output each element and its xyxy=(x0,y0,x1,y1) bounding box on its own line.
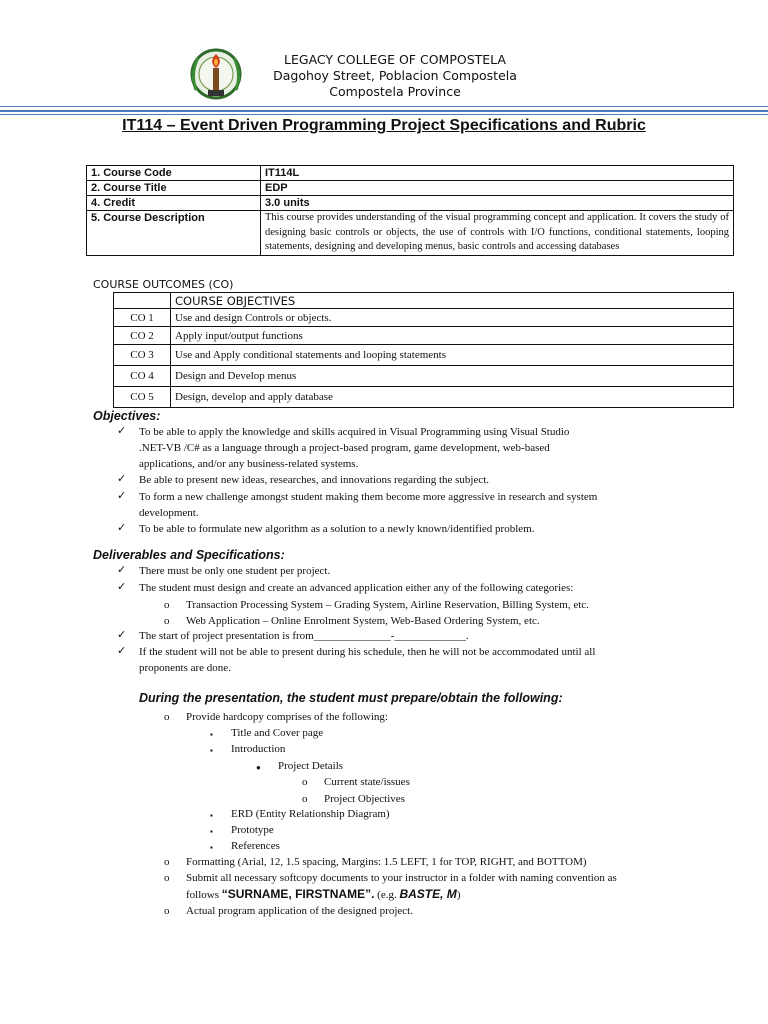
credit-label: 4. Credit xyxy=(87,196,261,211)
deliverable-item: The start of project presentation is from______________-_____________. xyxy=(139,630,469,642)
co-text: Design, develop and apply database xyxy=(171,387,734,408)
objective-line: .NET-VB /C# as a language through a project-based program, game development, web-based xyxy=(139,442,550,454)
table-row xyxy=(114,387,734,408)
naming-prefix: follows xyxy=(186,889,222,901)
dot-bullet-icon: ● xyxy=(256,763,261,772)
circle-bullet-icon: o xyxy=(164,711,170,723)
presentation-subitem: Title and Cover page xyxy=(231,727,324,739)
deliverable-subitem: Web Application – Online Enrolment System, Web-Based Ordering System, etc. xyxy=(186,615,540,627)
course-code-label: 1. Course Code xyxy=(87,166,261,181)
co-code: CO 4 xyxy=(114,366,171,387)
table-row xyxy=(87,181,734,196)
check-icon: ✓ xyxy=(117,580,127,593)
check-icon: ✓ xyxy=(117,644,127,657)
co-code: CO 5 xyxy=(114,387,171,408)
circle-bullet-icon: o xyxy=(164,615,170,627)
naming-close: ) xyxy=(456,889,461,901)
check-icon: ✓ xyxy=(117,521,127,534)
presentation-item: Provide hardcopy comprises of the following: xyxy=(186,711,388,723)
table-header-row xyxy=(114,293,734,309)
objective-line: To be able to formulate new algorithm as a solution to a newly known/identified problem. xyxy=(139,523,535,535)
college-street: Dagohoy Street, Poblacion Compostela xyxy=(273,68,517,83)
check-icon: ✓ xyxy=(117,563,127,576)
document-title: IT114 – Event Driven Programming Project Specifications and Rubric xyxy=(122,117,646,134)
college-name: LEGACY COLLEGE OF COMPOSTELA xyxy=(284,52,506,67)
table-row xyxy=(87,166,734,181)
course-outcomes-title: COURSE OUTCOMES (CO) xyxy=(93,278,234,291)
co-empty-header xyxy=(114,293,171,309)
course-code-value: IT114L xyxy=(261,166,734,181)
presentation-subitem: Introduction xyxy=(231,743,286,755)
co-text: Use and Apply conditional statements and looping statements xyxy=(171,345,734,366)
co-code: CO 3 xyxy=(114,345,171,366)
presentation-heading: During the presentation, the student must prepare/obtain the following: xyxy=(139,691,563,705)
course-objectives-header: COURSE OBJECTIVES xyxy=(171,293,734,309)
credit-value: 3.0 units xyxy=(261,196,734,211)
presentation-subitem: Current state/issues xyxy=(324,776,410,788)
header-rule-thick xyxy=(0,110,768,112)
co-text: Use and design Controls or objects. xyxy=(171,309,734,327)
table-row xyxy=(114,366,734,387)
deliverable-item: The student must design and create an advanced application either any of the following categories: xyxy=(139,582,574,594)
circle-bullet-icon: o xyxy=(164,856,170,868)
table-row xyxy=(114,309,734,327)
course-description-value: This course provides understanding of the visual programming concept and application. It covers the study of designing basic controls or objects, the use of controls with I/O functions, conditional statements, looping statements, designing and developing menus, basic controls and accessing databases xyxy=(261,211,734,256)
square-bullet-icon: ▪ xyxy=(210,811,213,820)
table-row xyxy=(114,327,734,345)
table-row xyxy=(87,196,734,211)
presentation-item-naming xyxy=(186,886,460,903)
co-code: CO 1 xyxy=(114,309,171,327)
course-description-label: 5. Course Description xyxy=(87,211,261,256)
header-rule-top xyxy=(0,106,768,107)
header-rule-bottom xyxy=(0,114,768,115)
objective-line: To be able to apply the knowledge and skills acquired in Visual Programming using Visual Studio xyxy=(139,426,570,438)
course-title-label: 2. Course Title xyxy=(87,181,261,196)
check-icon: ✓ xyxy=(117,489,127,502)
square-bullet-icon: ▪ xyxy=(210,746,213,755)
naming-example: BASTE, M xyxy=(399,887,457,901)
presentation-subitem: References xyxy=(231,840,280,852)
course-title-value: EDP xyxy=(261,181,734,196)
deliverables-heading: Deliverables and Specifications: xyxy=(93,548,285,562)
circle-bullet-icon: o xyxy=(302,793,308,805)
presentation-subitem: ERD (Entity Relationship Diagram) xyxy=(231,808,390,820)
deliverable-item: If the student will not be able to present during his schedule, then he will not be accommodated until all xyxy=(139,646,596,658)
presentation-subitem: Project Details xyxy=(278,760,344,772)
objective-line: Be able to present new ideas, researches, and innovations regarding the subject. xyxy=(139,474,490,486)
co-text: Design and Develop menus xyxy=(171,366,734,387)
naming-eg: (e.g. xyxy=(374,889,400,901)
presentation-subitem: Prototype xyxy=(231,824,274,836)
square-bullet-icon: ▪ xyxy=(210,843,213,852)
objective-line: applications, and/or any business-related systems. xyxy=(139,458,359,470)
square-bullet-icon: ▪ xyxy=(210,730,213,739)
circle-bullet-icon: o xyxy=(164,599,170,611)
presentation-item: Formatting (Arial, 12, 1.5 spacing, Margins: 1.5 LEFT, 1 for TOP, RIGHT, and BOTTOM) xyxy=(186,856,587,868)
presentation-item: Actual program application of the designed project. xyxy=(186,905,413,917)
objective-line: To form a new challenge amongst student making them become more aggressive in research and system xyxy=(139,491,598,503)
objective-line: development. xyxy=(139,507,199,519)
naming-format: “SURNAME, FIRSTNAME”. xyxy=(221,887,375,901)
table-row xyxy=(87,211,734,256)
check-icon: ✓ xyxy=(117,472,127,485)
presentation-subitem: Project Objectives xyxy=(324,793,405,805)
table-row xyxy=(114,345,734,366)
deliverable-item: proponents are done. xyxy=(139,662,231,674)
course-info-table xyxy=(86,165,734,256)
presentation-item: Submit all necessary softcopy documents to your instructor in a folder with naming convention as xyxy=(186,872,617,884)
check-icon: ✓ xyxy=(117,424,127,437)
objectives-heading: Objectives: xyxy=(93,409,161,423)
square-bullet-icon: ▪ xyxy=(210,827,213,836)
circle-bullet-icon: o xyxy=(302,776,308,788)
deliverable-item: There must be only one student per project. xyxy=(139,565,331,577)
circle-bullet-icon: o xyxy=(164,872,170,884)
check-icon: ✓ xyxy=(117,628,127,641)
co-text: Apply input/output functions xyxy=(171,327,734,345)
co-code: CO 2 xyxy=(114,327,171,345)
deliverable-subitem: Transaction Processing System – Grading System, Airline Reservation, Billing System, etc. xyxy=(186,599,589,611)
course-outcomes-table xyxy=(113,292,734,408)
college-province: Compostela Province xyxy=(329,84,461,99)
circle-bullet-icon: o xyxy=(164,905,170,917)
